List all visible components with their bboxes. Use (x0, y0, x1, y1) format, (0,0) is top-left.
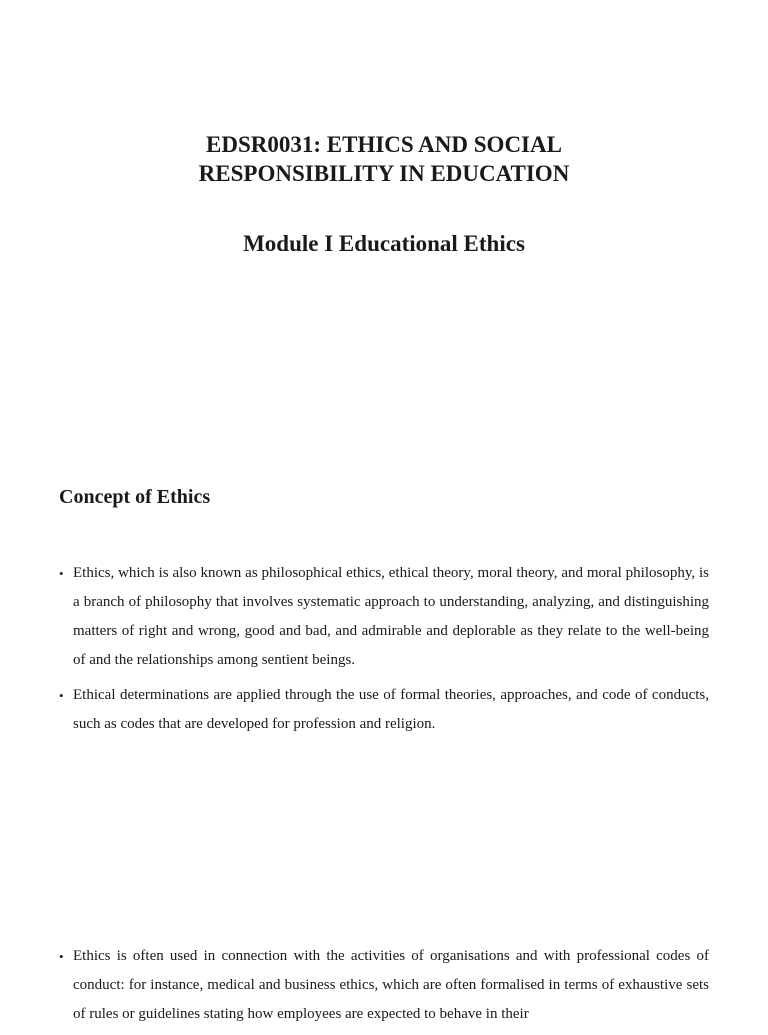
bullet-list-second (59, 942, 709, 1035)
list-item (59, 942, 709, 1029)
bullet-icon: • (59, 949, 64, 964)
section-heading: Concept of Ethics (59, 486, 211, 508)
title-line-1: EDSR0031: ETHICS AND SOCIAL (206, 132, 562, 157)
bullet-text: Ethics, which is also known as philosophical ethics, ethical theory, moral theory, and moral philosophy, is a branch of philosophy that involves systematic approach to understanding, analyzing, and distinguishing matters of right and wrong, good and bad, and admirable and deplorable as they relate to the well-being of and the relationships among sentient beings. (73, 565, 709, 668)
bullet-list-first (59, 559, 709, 745)
bullet-icon: • (59, 566, 64, 581)
bullet-icon: • (59, 688, 64, 703)
module-title: Module I Educational Ethics (243, 231, 525, 256)
bullet-text: Ethical determinations are applied through the use of formal theories, approaches, and code of conducts, such as codes that are developed for profession and religion. (73, 687, 709, 732)
list-item (59, 559, 709, 675)
title-line-2: RESPONSIBILITY IN EDUCATION (198, 161, 570, 186)
document-title (0, 130, 768, 188)
bullet-text: Ethics is often used in connection with the activities of organisations and with professional codes of conduct: for instance, medical and business ethics, which are often formalised in terms of exhaustive sets of rules or guidelines stating how employees are expected to behave in their (73, 948, 709, 1022)
list-item (59, 681, 709, 739)
